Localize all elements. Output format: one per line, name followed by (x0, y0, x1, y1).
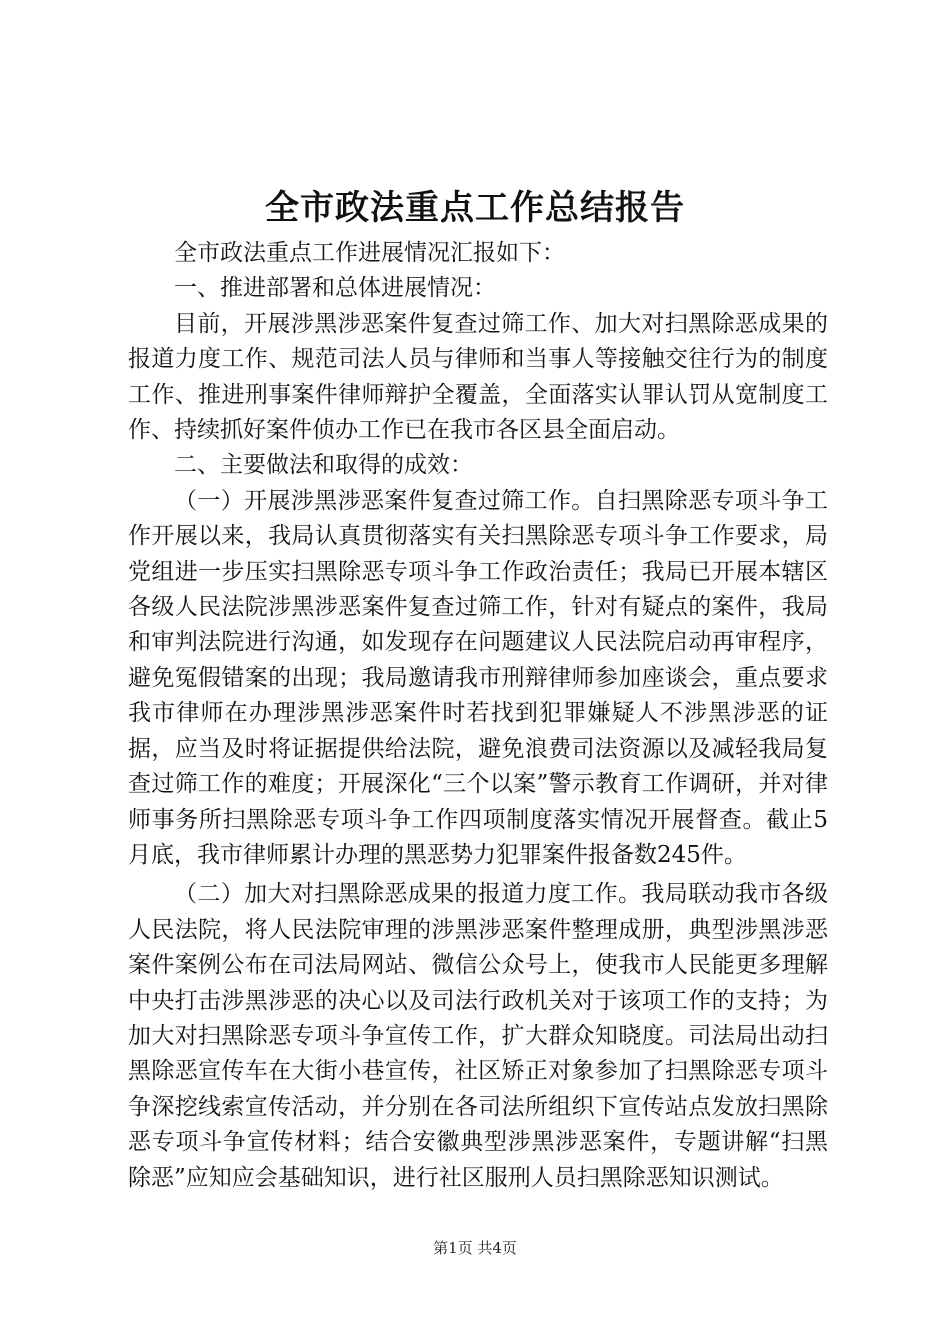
section-heading-1: 一、推进部署和总体进展情况： (174, 275, 496, 302)
page-indicator: 第1页 共4页 (433, 1239, 517, 1257)
document-title: 全市政法重点工作总结报告 (265, 188, 685, 228)
page-footer (0, 1238, 950, 1258)
section-heading-2: 二、主要做法和取得的成效： (174, 452, 473, 479)
intro-paragraph: 全市政法重点工作进展情况汇报如下： (174, 240, 565, 266)
subsection-1-paragraph: （一）开展涉黑涉恶案件复查过筛工作。自扫黑除恶专项斗争工作开展以来，我局认真贯彻落实有关扫黑除恶专项斗争工作要求，局党组进一步压实扫黑除恶专项斗争工作政治责任；我局已开展本辖区各级人民法院涉黑涉恶案件复查过筛工作，针对有疑点的案件，我局和审判法院进行沟通，如发现存在问题建议人民法院启动再审程序，避免冤假错案的出现；我局邀请我市刑辩律师参加座谈会，重点要求我市律师在办理涉黑涉恶案件时若找到犯罪嫌疑人不涉黑涉恶的证据，应当及时将证据提供给法院，避免浪费司法资源以及减轻我局复查过筛工作的难度；开展深化“三个以案”警示教育工作调研，并对律师事务所扫黑除恶专项斗争工作四项制度落实情况开展督查。截止5月底，我市律师累计办理的黑恶势力犯罪案件报备数245件。 (128, 487, 828, 868)
section-1-paragraph: 目前，开展涉黑涉恶案件复查过筛工作、加大对扫黑除恶成果的报道力度工作、规范司法人员与律师和当事人等接触交往行为的制度工作、推进刑事案件律师辩护全覆盖，全面落实认罪认罚从宽制度工作、持续抓好案件侦办工作已在我市各区县全面启动。 (128, 310, 828, 444)
subsection-2-paragraph: （二）加大对扫黑除恶成果的报道力度工作。我局联动我市各级人民法院，将人民法院审理的涉黑涉恶案件整理成册，典型涉黑涉恶案件案例公布在司法局网站、微信公众号上，使我市人民能更多理解中央打击涉黑涉恶的决心以及司法行政机关对于该项工作的支持；为加大对扫黑除恶专项斗争宣传工作，扩大群众知晓度。司法局出动扫黑除恶宣传车在大街小巷宣传，社区矫正对象参加了扫黑除恶专项斗争深挖线索宣传活动，并分别在各司法所组织下宣传站点发放扫黑除恶专项斗争宣传材料；结合安徽典型涉黑涉恶案件，专题讲解“扫黑除恶”应知应会基础知识，进行社区服刑人员扫黑除恶知识测试。 (128, 881, 828, 1191)
document-body (128, 236, 828, 1196)
